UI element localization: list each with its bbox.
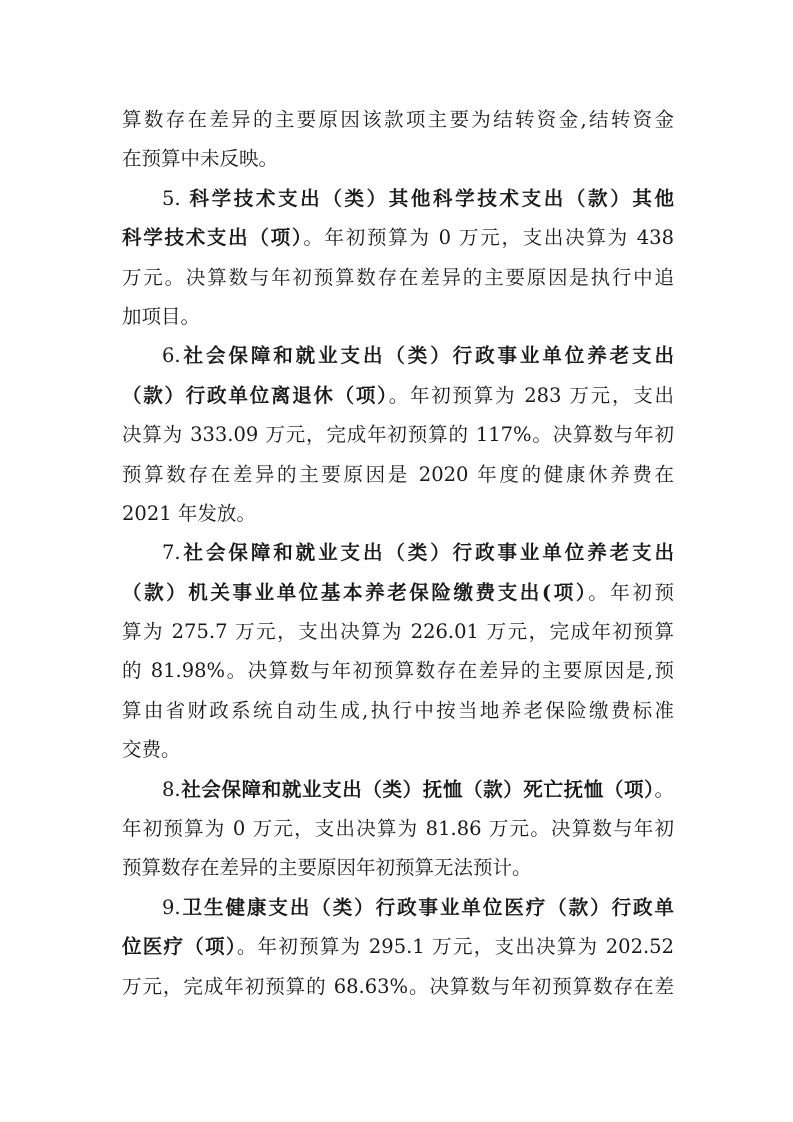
body-text xyxy=(122,100,674,1006)
bold-heading-text: 社会保障和就业支出（类）抚恤（款）死亡抚恤（项） xyxy=(180,777,655,801)
body-text-run: 加项目。 xyxy=(122,304,201,328)
text-line xyxy=(122,455,674,494)
body-text-run: 预算数存在差异的主要原因年初预算无法预计。 xyxy=(122,856,532,880)
body-text-run: 算为 275.7 万元，支出决算为 226.01 万元，完成年初预算 xyxy=(122,620,674,644)
bold-heading-text: （款）行政单位离退休（项） xyxy=(122,383,389,407)
text-line xyxy=(122,533,674,572)
bold-heading-text: 科学技术支出（类）其他科学技术支出（款）其他 xyxy=(189,186,674,210)
body-text-run: 9. xyxy=(162,895,181,919)
text-line xyxy=(122,218,674,257)
bold-heading-text: （款）机关事业单位基本养老保险缴费支出(项） xyxy=(122,580,589,604)
body-text-run: 8. xyxy=(162,777,181,801)
text-line xyxy=(122,336,674,375)
text-line xyxy=(122,179,674,218)
text-line xyxy=(122,100,674,139)
body-text-run: 年初预算为 0 万元，支出决算为 81.86 万元。决算数与年初 xyxy=(122,817,674,841)
body-text-run: 算由省财政系统自动生成,执行中按当地养老保险缴费标准 xyxy=(122,698,674,722)
body-text-run: 。年初预 xyxy=(588,580,674,604)
text-line xyxy=(122,691,674,730)
text-line xyxy=(122,927,674,966)
body-text-run: 5. xyxy=(162,186,190,210)
text-line xyxy=(122,809,674,848)
bold-heading-text: 科学技术支出（项） xyxy=(122,226,304,250)
text-line xyxy=(122,888,674,927)
bold-heading-text: 卫生健康支出（类）行政事业单位医疗（款）行政单 xyxy=(180,895,674,919)
body-text-run: 预算数存在差异的主要原因是 2020 年度的健康休养费在 xyxy=(122,462,674,486)
text-line xyxy=(122,848,674,887)
body-text-run: 2021 年发放。 xyxy=(122,501,256,525)
text-line xyxy=(122,139,674,178)
body-text-run: 决算为 333.09 万元，完成年初预算的 117%。决算数与年初 xyxy=(122,423,674,447)
bold-heading-text: 社会保障和就业支出（类）行政事业单位养老支出 xyxy=(180,344,674,368)
text-line xyxy=(122,376,674,415)
body-text-run: 交费。 xyxy=(122,738,181,762)
body-text-run: 万元。决算数与年初预算数存在差异的主要原因是执行中追 xyxy=(122,265,674,289)
bold-heading-text: 社会保障和就业支出（类）行政事业单位养老支出 xyxy=(180,541,674,565)
body-text-run: 。年初预算为 283 万元，支出 xyxy=(388,383,674,407)
text-line xyxy=(122,494,674,533)
body-text-run: 7. xyxy=(162,541,181,565)
bold-heading-text: 位医疗（项） xyxy=(122,935,237,959)
text-line xyxy=(122,770,674,809)
body-text-run: 在预算中未反映。 xyxy=(122,147,279,171)
text-line xyxy=(122,967,674,1006)
body-text-run: 算数存在差异的主要原因该款项主要为结转资金,结转资金 xyxy=(122,108,674,131)
body-text-run: 万元，完成年初预算的 68.63%。决算数与年初预算数存在差 xyxy=(122,974,674,998)
text-line xyxy=(122,612,674,651)
text-line xyxy=(122,297,674,336)
text-line xyxy=(122,730,674,769)
body-text-run: 。年初预算为 0 万元，支出决算为 438 xyxy=(303,226,674,250)
body-text-run: 的 81.98%。决算数与年初预算数存在差异的主要原因是,预 xyxy=(122,659,674,683)
text-line xyxy=(122,415,674,454)
text-line xyxy=(122,573,674,612)
body-text-run: 。 xyxy=(654,777,674,801)
body-text-run: 6. xyxy=(162,344,181,368)
text-line xyxy=(122,258,674,297)
text-line xyxy=(122,651,674,690)
body-text-run: 。年初预算为 295.1 万元，支出决算为 202.52 xyxy=(236,935,674,959)
